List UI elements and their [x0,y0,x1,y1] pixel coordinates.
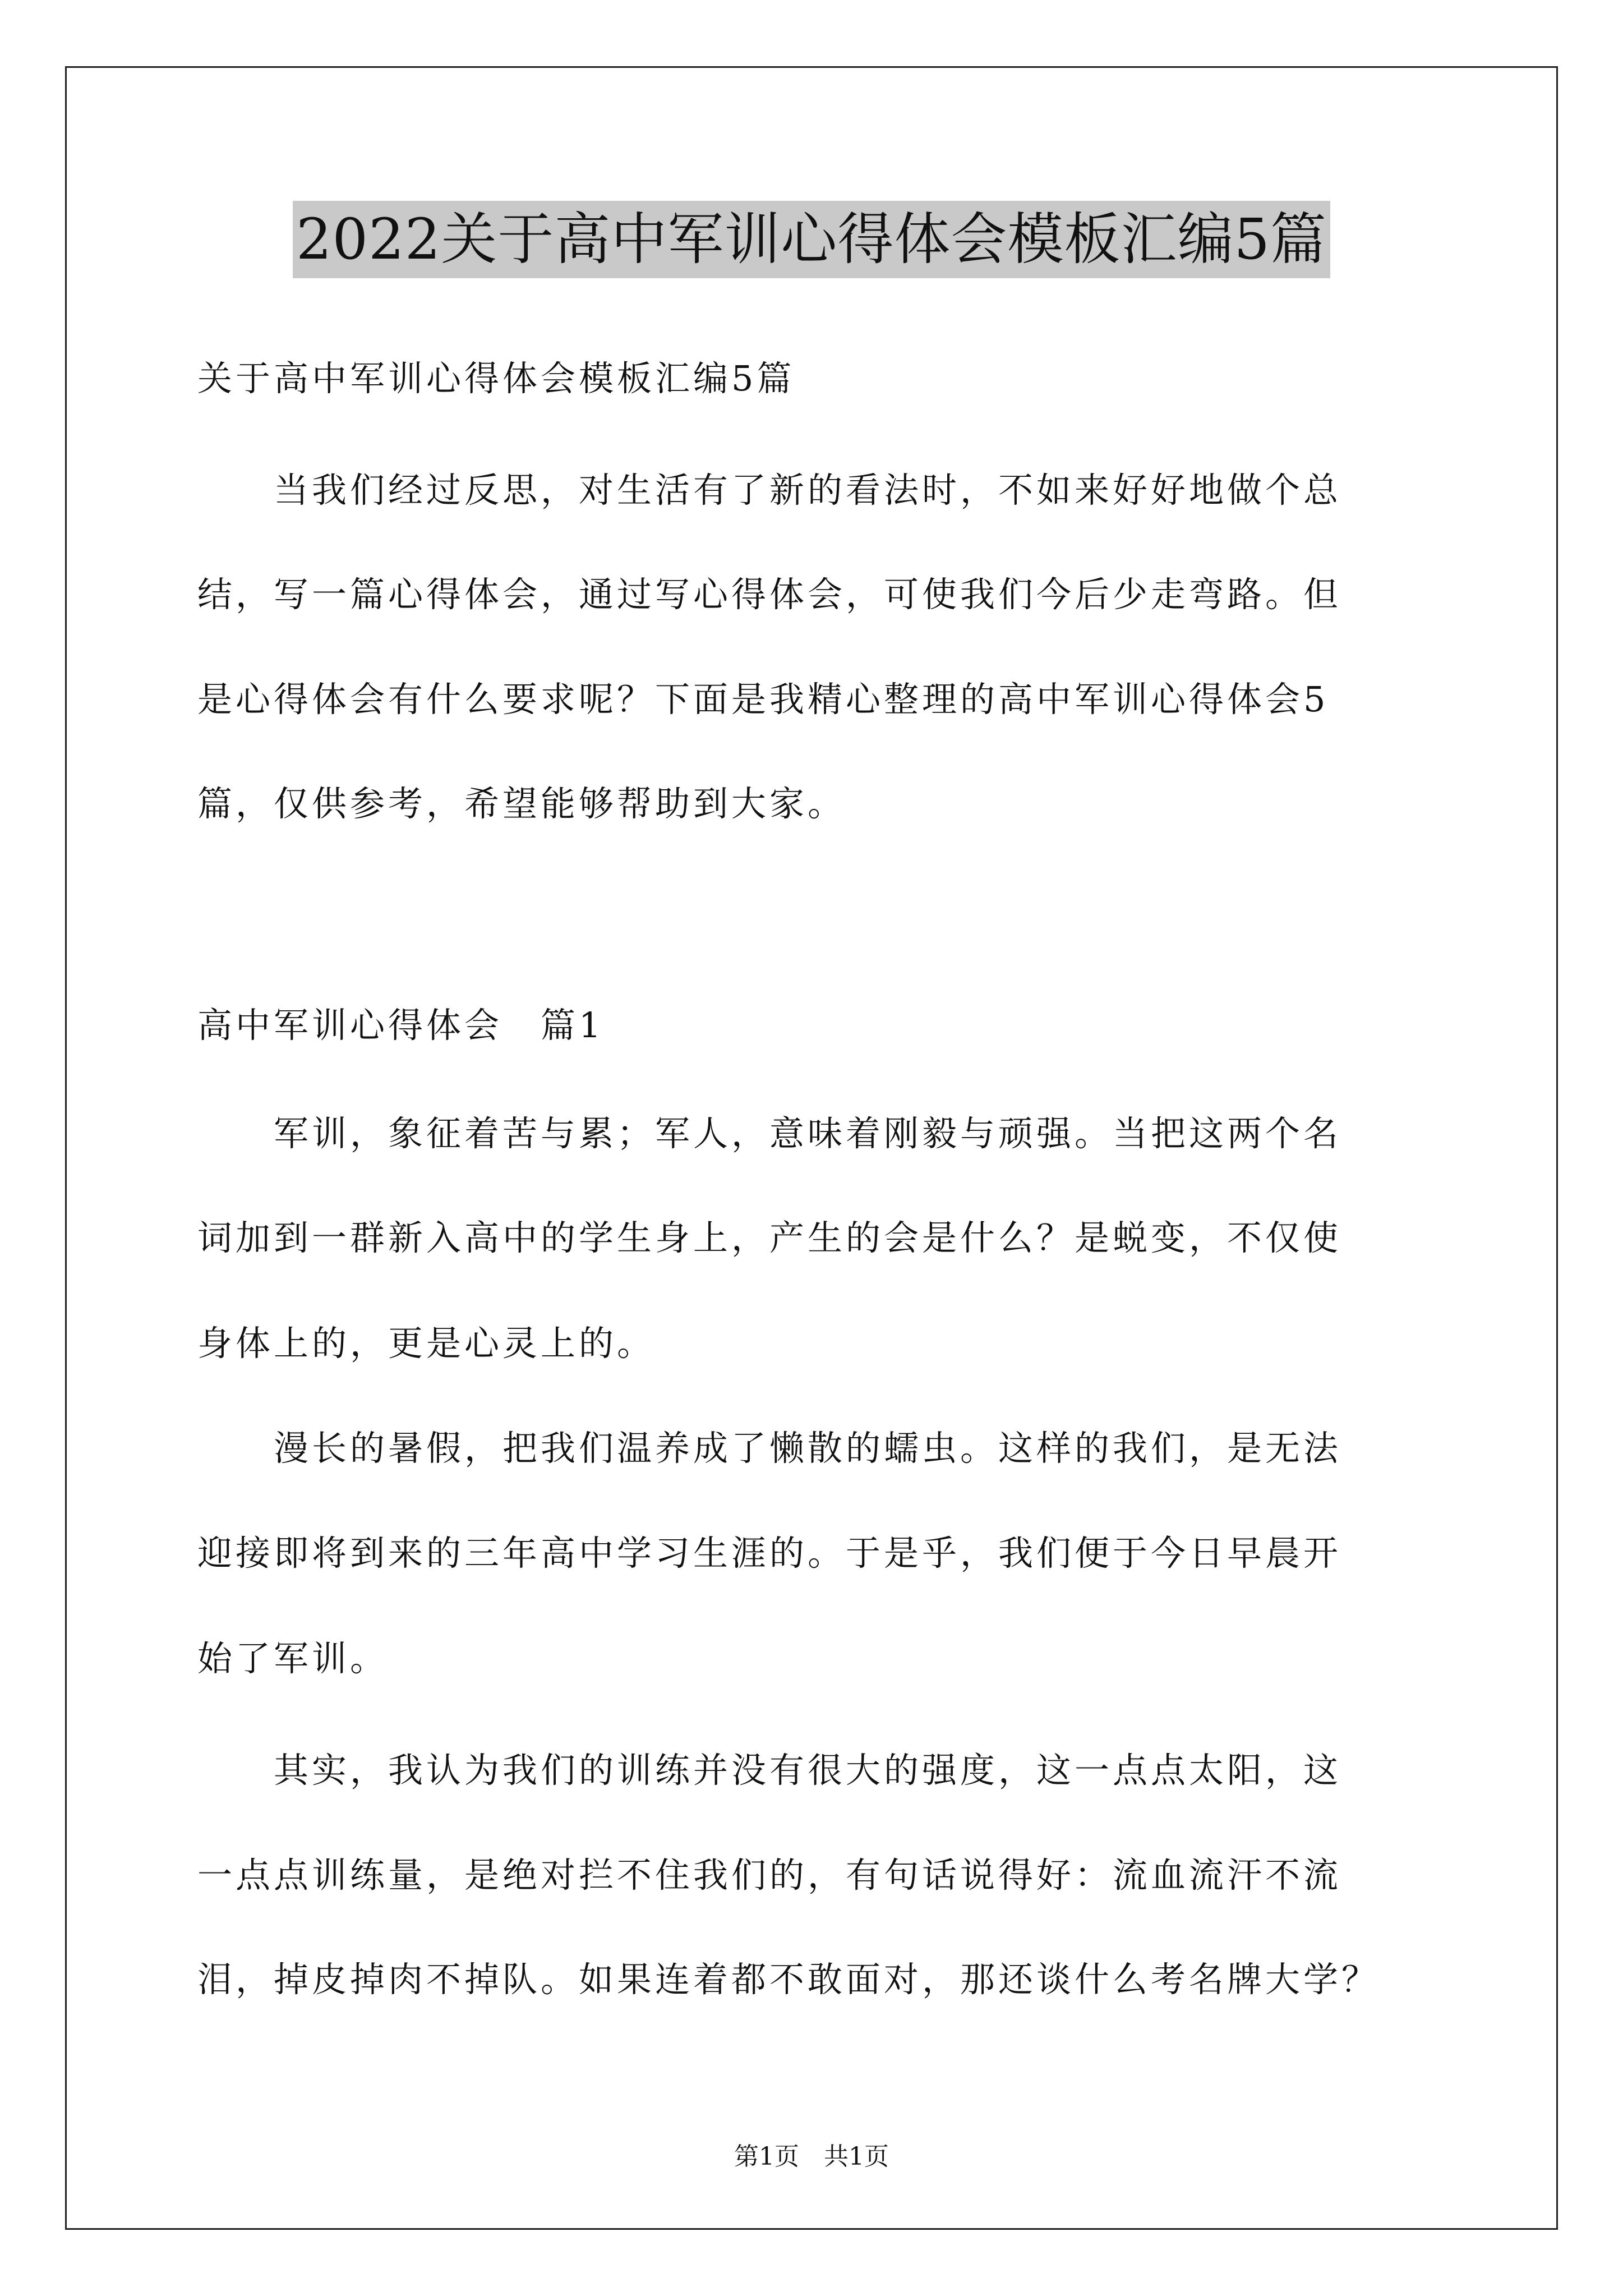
intro-line-4: 篇，仅供参考，希望能够帮助到大家。 [197,783,846,824]
body-line-2: 词加到一群新入高中的学生身上，产生的会是什么？是蜕变，不仅使 [197,1217,1342,1258]
body-line-5: 迎接即将到来的三年高中学习生涯的。于是乎，我们便于今日早晨开 [197,1533,1342,1573]
intro-line-2: 结，写一篇心得体会，通过写心得体会，可使我们今后少走弯路。但 [197,574,1342,615]
body-line-9: 泪，掉皮掉肉不掉队。如果连着都不敢面对，那还谈什么考名牌大学？ [197,1959,1380,2000]
document-title: 2022关于高中军训心得体会模板汇编5篇 [293,201,1330,278]
body-line-8: 一点点训练量，是绝对拦不住我们的，有句话说得好：流血流汗不流 [197,1855,1342,1895]
document-subtitle: 关于高中军训心得体会模板汇编5篇 [197,358,795,399]
body-line-1: 军训，象征着苦与累；军人，意味着刚毅与顽强。当把这两个名 [197,1113,1342,1154]
intro-line-3: 是心得体会有什么要求呢？下面是我精心整理的高中军训心得体会5 [197,679,1329,720]
section-heading: 高中军训心得体会 篇1 [197,1005,605,1046]
body-line-6: 始了军训。 [197,1638,389,1679]
body-line-7: 其实，我认为我们的训练并没有很大的强度，这一点点太阳，这 [197,1750,1342,1791]
title-container [0,201,1623,278]
page-footer: 第1页 共1页 [734,2142,889,2171]
body-line-4: 漫长的暑假，把我们温养成了懒散的蠕虫。这样的我们，是无法 [197,1428,1342,1469]
body-line-3: 身体上的，更是心灵上的。 [197,1323,656,1364]
intro-line-1: 当我们经过反思，对生活有了新的看法时，不如来好好地做个总 [197,470,1342,510]
